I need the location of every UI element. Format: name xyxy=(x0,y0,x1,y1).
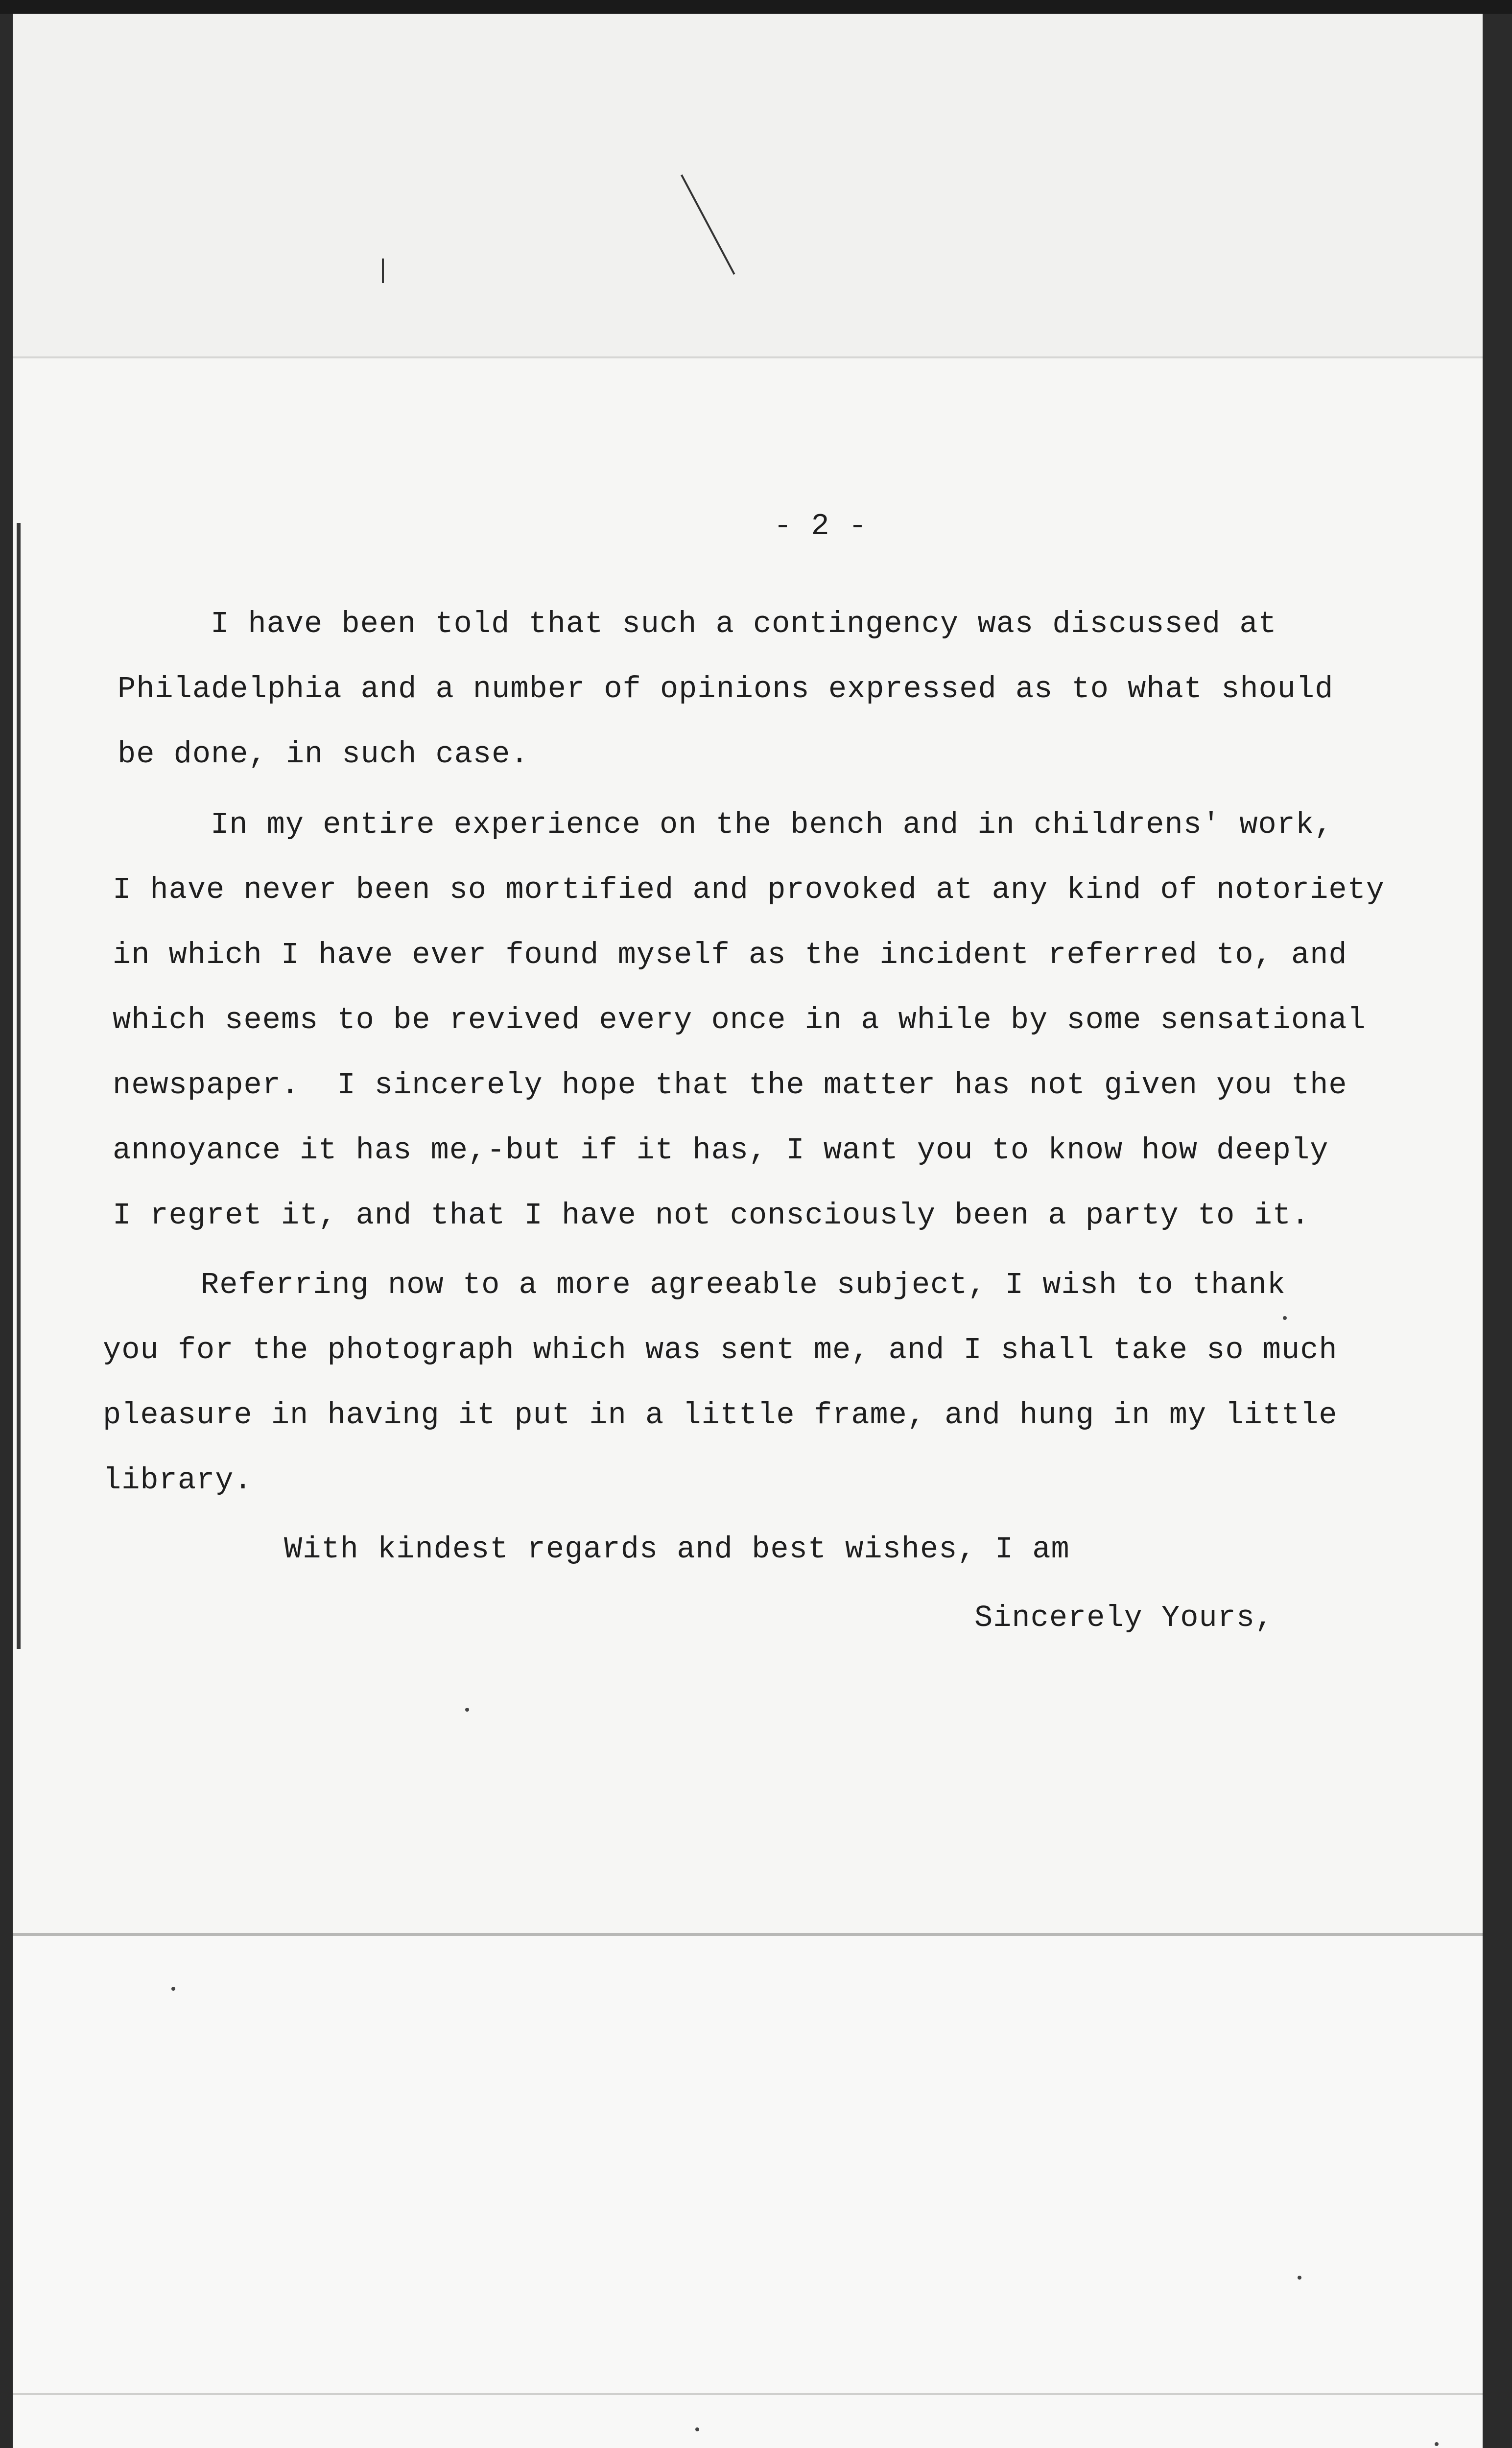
paragraph-2-line-5: newspaper. I sincerely hope that the matter has not given you the xyxy=(113,1068,1347,1103)
top-band xyxy=(0,14,1512,356)
scanned-page xyxy=(0,14,1512,2448)
paragraph-3-line-2: you for the photograph which was sent me, and I shall take so much xyxy=(103,1333,1338,1367)
scan-speck xyxy=(1435,2442,1439,2446)
signoff: Sincerely Yours, xyxy=(974,1601,1274,1635)
scan-speck xyxy=(695,2427,699,2431)
paragraph-3-line-1: Referring now to a more agreeable subject, I wish to thank xyxy=(201,1268,1286,1302)
left-scan-edge xyxy=(0,14,13,2448)
scan-speck xyxy=(465,1708,469,1712)
paragraph-2-line-6: annoyance it has me,-but if it has, I want you to know how deeply xyxy=(113,1133,1329,1168)
paragraph-3-line-4: library. xyxy=(103,1463,253,1498)
paragraph-1-line-3: be done, in such case. xyxy=(118,737,529,772)
scan-speck xyxy=(1298,2276,1301,2280)
paragraph-2-line-4: which seems to be revived every once in a while by some sensational xyxy=(113,1003,1366,1037)
paragraph-1-line-1: I have been told that such a contingency was discussed at xyxy=(211,607,1277,641)
lower-band xyxy=(0,1936,1512,2448)
paragraph-3-line-3: pleasure in having it put in a little frame, and hung in my little xyxy=(103,1398,1338,1433)
paragraph-1-line-2: Philadelphia and a number of opinions expressed as to what should xyxy=(118,672,1334,706)
right-scan-edge xyxy=(1483,14,1512,2448)
top-fold-line xyxy=(0,356,1512,358)
scan-speck xyxy=(171,1987,175,1991)
paragraph-2-line-1: In my entire experience on the bench and in childrens' work, xyxy=(211,807,1333,842)
paragraph-2-line-7: I regret it, and that I have not consciously been a party to it. xyxy=(113,1198,1310,1233)
paragraph-2-line-3: in which I have ever found myself as the incident referred to, and xyxy=(113,938,1347,972)
lower-fold-line xyxy=(0,2393,1512,2395)
margin-bracket-line xyxy=(17,523,21,1649)
closing-line: With kindest regards and best wishes, I am xyxy=(284,1532,1070,1567)
page-number: - 2 - xyxy=(774,509,868,543)
scratch-mark xyxy=(382,259,384,283)
paragraph-2-line-2: I have never been so mortified and provoked at any kind of notoriety xyxy=(113,872,1385,907)
